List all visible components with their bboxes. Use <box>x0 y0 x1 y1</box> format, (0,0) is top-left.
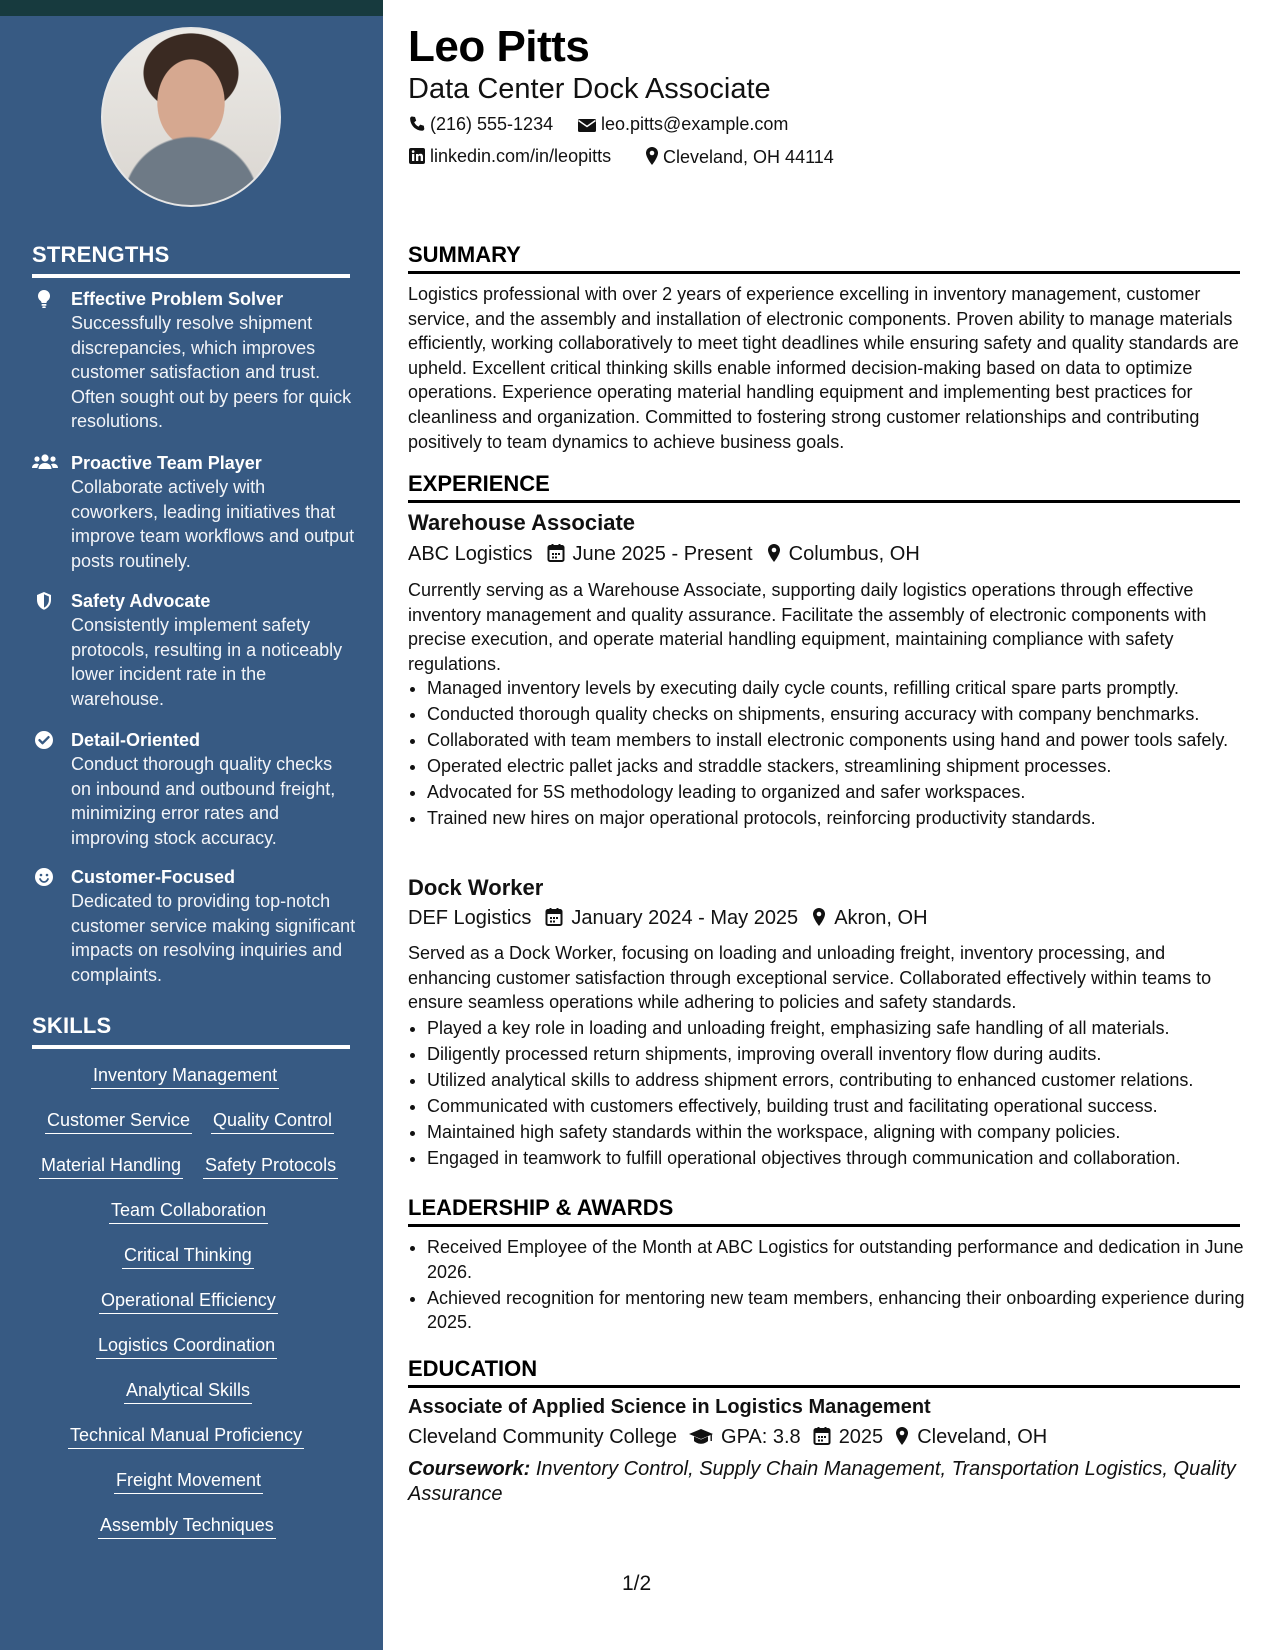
skill-tag: Safety Protocols <box>203 1153 338 1179</box>
strength-description: Consistently implement safety protocols, resulting in a noticeably lower incident rate in the warehouse. <box>71 615 343 709</box>
job-description: Served as a Dock Worker, focusing on loading and unloading freight, inventory processing, and enhancing customer satisfaction through exceptional service. Collaborated effectively within teams to ensure seamless operations while adhering to policies and safety standards. <box>408 943 1212 1013</box>
profile-photo <box>101 27 281 207</box>
skill-tag: Inventory Management <box>91 1063 279 1089</box>
skill-tag: Critical Thinking <box>122 1243 254 1269</box>
skill-tag: Freight Movement <box>114 1468 263 1494</box>
contact-linkedin <box>408 146 611 167</box>
leadership-list <box>408 1235 1259 1336</box>
job-bullet: • Collaborated with team members to install electronic components using hand and power tools safely. <box>427 728 1259 753</box>
calendar-icon <box>547 543 565 563</box>
job-location: Columbus, OH <box>788 543 920 565</box>
strength-title: Proactive Team Player <box>71 453 262 473</box>
phone-text: (216) 555-1234 <box>430 114 554 134</box>
job-bullet: • Maintained high safety standards within the workspace, aligning with company policies. <box>427 1120 1259 1145</box>
education-school: Cleveland Community College <box>408 1426 678 1448</box>
education-degree: Associate of Applied Science in Logistics Management <box>408 1396 931 1418</box>
contact-phone <box>408 114 553 135</box>
location-text: Cleveland, OH 44114 <box>663 147 834 167</box>
phone-icon <box>408 115 426 133</box>
candidate-name: Leo Pitts <box>408 22 590 71</box>
summary-text: Logistics professional with over 2 years of experience excelling in inventory management, customer service, and the assembly and installation of electronic components. Proven ability to manage materials efficiently, working collaboratively to meet tight deadlines while ensuring safety and quality standards are upheld. Excellent critical thinking skills enable informed decision-making based on data to optimize operations. Experience operating material handling equipment and implementing best practices for cleanliness and organization. Committed to fostering strong customer relationships and contributing positively to team dynamics to achieve business goals. <box>408 284 1239 452</box>
skill-tag: Analytical Skills <box>124 1378 252 1404</box>
job-meta <box>408 543 920 566</box>
job-bullet: • Utilized analytical skills to address shipment errors, contributing to enhanced customer relations. <box>427 1068 1259 1093</box>
strength-description: Collaborate actively with coworkers, leading initiatives that improve team workflows and output posts routinely. <box>71 477 355 571</box>
job-meta <box>408 907 928 930</box>
job-title: Dock Worker <box>408 875 544 900</box>
award-item: • Achieved recognition for mentoring new team members, enhancing their onboarding experience during 2025. <box>427 1286 1259 1335</box>
skill-tag: Logistics Coordination <box>96 1333 277 1359</box>
education-coursework <box>408 1457 1240 1506</box>
email-text: leo.pitts@example.com <box>601 114 789 134</box>
page-number: 1/2 <box>622 1572 652 1595</box>
strength-title: Detail-Oriented <box>71 730 201 750</box>
job-dates: January 2024 - May 2025 <box>571 907 799 929</box>
strength-title: Safety Advocate <box>71 591 211 611</box>
summary-heading: SUMMARY <box>408 242 1240 274</box>
strength-description: Dedicated to providing top-notch customer service making significant impacts on resolving inquiries and complaints. <box>71 891 356 985</box>
map-pin-icon <box>767 543 781 563</box>
award-item: • Received Employee of the Month at ABC Logistics for outstanding performance and dedication in June 2026. <box>427 1235 1259 1284</box>
strength-item <box>32 589 357 711</box>
skill-tag: Technical Manual Proficiency <box>68 1423 304 1449</box>
skills-heading: SKILLS <box>32 1013 350 1049</box>
job-location: Akron, OH <box>834 907 928 929</box>
skill-tag: Team Collaboration <box>109 1198 268 1224</box>
job-bullet: • Conducted thorough quality checks on shipments, ensuring accuracy with company benchmarks. <box>427 702 1259 727</box>
shield-icon <box>34 591 54 611</box>
linkedin-text: linkedin.com/in/leopitts <box>430 146 612 166</box>
map-pin-icon <box>645 146 659 166</box>
map-pin-icon <box>812 907 826 927</box>
check-circle-icon <box>34 730 54 750</box>
job-bullet: • Played a key role in loading and unloading freight, emphasizing safe handling of all materials. <box>427 1016 1259 1041</box>
job-dates: June 2025 - Present <box>572 543 753 565</box>
job-description: Currently serving as a Warehouse Associate, supporting daily logistics operations through effective inventory management and quality assurance. Facilitate the assembly of electronic components with precise execution, and operate material handling equipment, maintaining compliance with safety regulations. <box>408 580 1207 674</box>
graduation-cap-icon <box>689 1428 713 1446</box>
education-location: Cleveland, OH <box>917 1426 1048 1448</box>
skill-tag: Quality Control <box>211 1108 334 1134</box>
strength-item <box>32 865 357 987</box>
lightbulb-icon <box>34 289 54 309</box>
job-bullet: • Trained new hires on major operational protocols, reinforcing productivity standards. <box>427 806 1259 831</box>
skill-tag: Operational Efficiency <box>99 1288 278 1314</box>
linkedin-icon <box>408 147 426 165</box>
job-bullet: • Operated electric pallet jacks and straddle stackers, streamlining shipment processes. <box>427 754 1259 779</box>
education-meta <box>408 1426 1047 1449</box>
map-pin-icon <box>895 1426 909 1446</box>
experience-heading: EXPERIENCE <box>408 471 1240 503</box>
job-bullet: • Managed inventory levels by executing daily cycle counts, refilling critical spare parts promptly. <box>427 676 1259 701</box>
job-bullets <box>408 1016 1259 1173</box>
envelope-icon <box>577 117 597 133</box>
skill-tag: Material Handling <box>39 1153 183 1179</box>
strength-item <box>32 287 357 434</box>
job-bullet: • Communicated with customers effectively, building trust and facilitating operational success. <box>427 1094 1259 1119</box>
strength-description: Successfully resolve shipment discrepancies, which improves customer satisfaction and trust. Often sought out by peers for quick resolutions. <box>71 313 352 431</box>
contact-location <box>645 146 834 168</box>
candidate-headline: Data Center Dock Associate <box>408 73 771 105</box>
strength-item <box>32 451 357 573</box>
contact-email <box>577 114 788 135</box>
job-company: DEF Logistics <box>408 907 532 929</box>
strengths-heading: STRENGTHS <box>32 242 350 278</box>
education-heading: EDUCATION <box>408 1356 1240 1388</box>
job-bullet: • Engaged in teamwork to fulfill operational objectives through communication and collaboration. <box>427 1146 1259 1171</box>
job-company: ABC Logistics <box>408 543 533 565</box>
skill-tag: Customer Service <box>45 1108 192 1134</box>
coursework-label: Coursework: <box>408 1458 531 1480</box>
calendar-icon <box>545 907 563 927</box>
strength-title: Effective Problem Solver <box>71 289 284 309</box>
strength-item <box>32 728 357 850</box>
users-icon <box>32 453 58 473</box>
skill-tag: Assembly Techniques <box>98 1513 276 1539</box>
job-bullet: • Diligently processed return shipments, improving overall inventory flow during audits. <box>427 1042 1259 1067</box>
job-bullet: • Advocated for 5S methodology leading to organized and safer workspaces. <box>427 780 1259 805</box>
strength-description: Conduct thorough quality checks on inbound and outbound freight, minimizing error rates and improving stock accuracy. <box>71 754 336 848</box>
sidebar-top-bar <box>0 0 383 16</box>
coursework-text: Inventory Control, Supply Chain Management, Transportation Logistics, Quality Assurance <box>408 1458 1236 1505</box>
education-year: 2025 <box>838 1426 884 1448</box>
education-gpa: GPA: 3.8 <box>721 1426 801 1448</box>
calendar-icon <box>813 1426 831 1446</box>
job-title: Warehouse Associate <box>408 510 636 535</box>
strength-title: Customer-Focused <box>71 867 236 887</box>
leadership-heading: LEADERSHIP & AWARDS <box>408 1195 1240 1227</box>
sidebar <box>0 0 383 1650</box>
smile-icon <box>34 867 54 887</box>
job-bullets <box>408 676 1259 833</box>
